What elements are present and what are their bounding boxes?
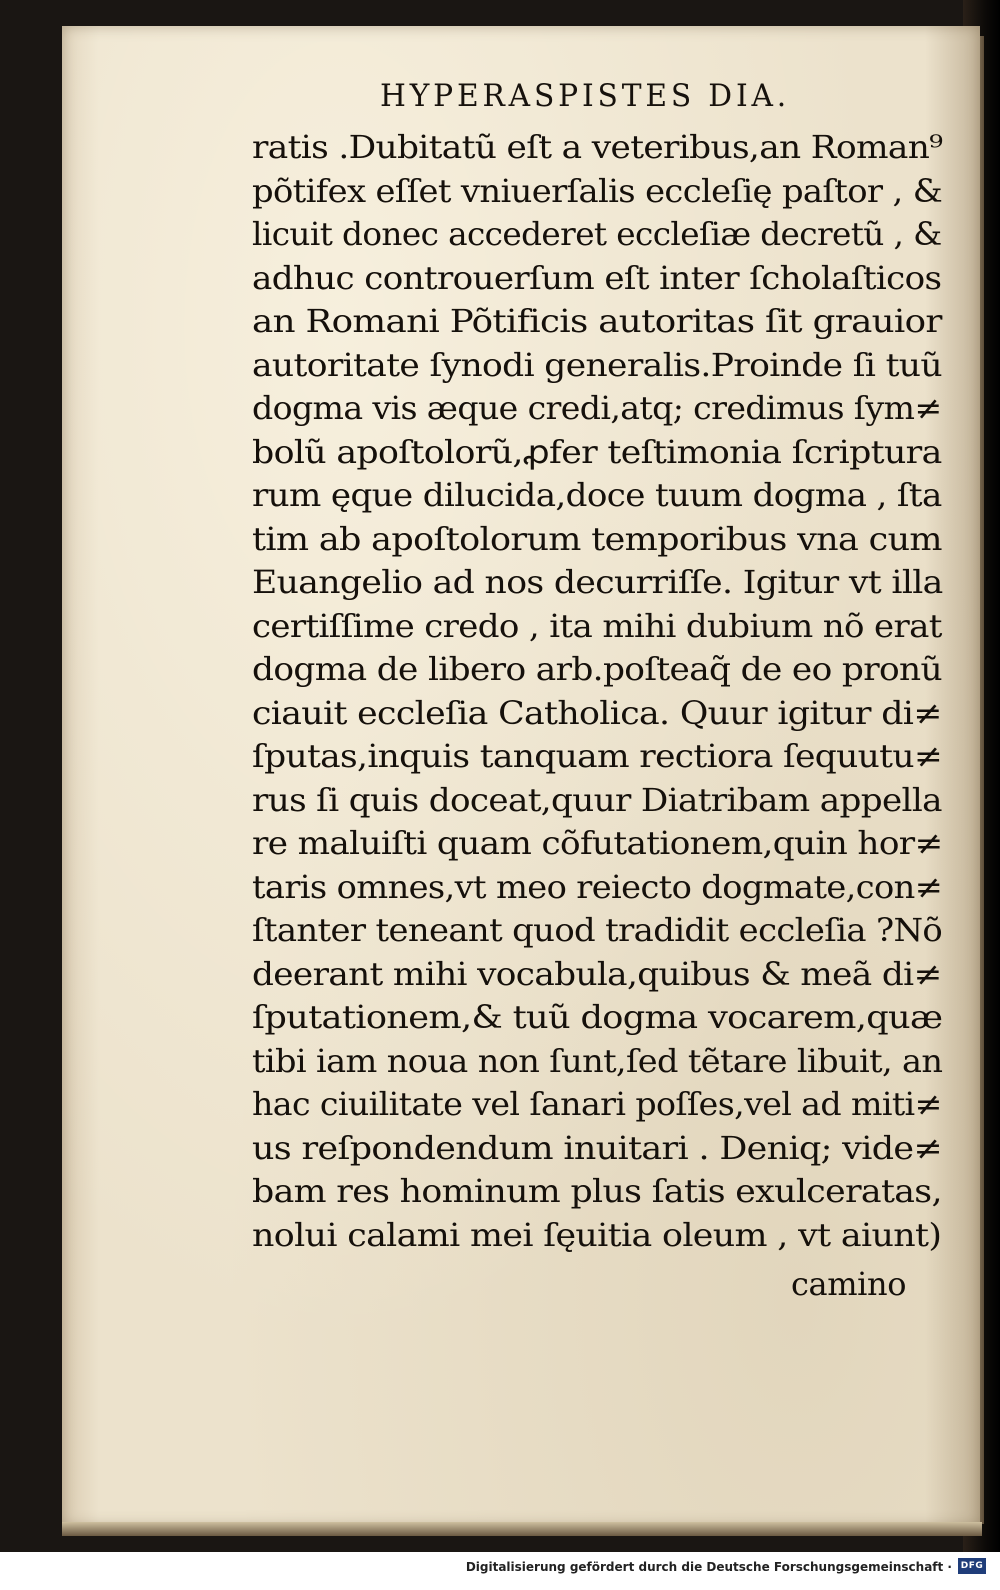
text-line: ciauit eccleſia Catholica. Quur igitur di≠: [252, 693, 942, 732]
text-line: nolui calami mei ſęuitia oleum , vt aiunt): [252, 1215, 942, 1254]
text-line: tim ab apoſtolorum temporibus vna cum: [252, 519, 942, 558]
text-line: bam res hominum plus ſatis exulceratas,: [252, 1172, 942, 1210]
text-line: dogma vis æque credi,atq; credimus ſym≠: [252, 389, 942, 427]
text-line: rus ſi quis doceat,quur Diatribam appella: [252, 780, 942, 819]
text-line: certiſſime credo , ita mihi dubium nõ erat: [252, 606, 942, 645]
text-line: dogma de libero arb.poſteaq̃ de eo pronũ: [252, 650, 942, 688]
text-block: [252, 126, 952, 1257]
catchword: camino: [791, 1265, 907, 1303]
page-bottom-edge: [62, 1522, 982, 1536]
text-line: bolũ apoſtolorũ,ꝓfer teſtimonia ſcriptura: [252, 432, 942, 471]
text-line: Euangelio ad nos decurriſſe. Igitur vt illa: [252, 563, 943, 601]
text-line: rum ęque dilucida,doce tuum dogma , ſta: [252, 476, 942, 514]
text-line: an Romani Põtificis autoritas ſit grauior: [252, 302, 942, 340]
dfg-logo: DFG: [958, 1558, 986, 1574]
text-line: deerant mihi vocabula,quibus & meã di≠: [252, 954, 942, 993]
footer-credit: Digitalisierung gefördert durch die Deutsche Forschungsgemeinschaft ·: [465, 1560, 952, 1574]
text-line: ſputationem,& tuũ dogma vocarem,quæ: [252, 998, 943, 1036]
text-line: licuit donec accederet eccleſiæ decretũ , &: [252, 215, 942, 253]
text-line: ratis .Dubitatũ eſt a veteribus,an Roman⁹: [252, 128, 943, 166]
text-line: taris omnes,vt meo reiecto dogmate,con≠: [252, 867, 943, 906]
text-line: tibi iam noua non ſunt,ſed tẽtare libuit, an: [252, 1041, 943, 1080]
text-line: hac ciuilitate vel ſanari poſſes,vel ad miti≠: [252, 1085, 942, 1123]
running-head: HYPERASPISTES DIA.: [380, 78, 791, 114]
text-line: ſtanter teneant quod tradidit eccleſia ?Nõ: [252, 911, 943, 949]
text-line: adhuc controuerſum eſt inter ſcholaſticos: [252, 258, 942, 297]
text-line: autoritate ſynodi generalis.Proinde ſi tuũ: [252, 345, 942, 384]
text-line: ſputas,inquis tanquam rectiora ſequutu≠: [252, 737, 943, 775]
text-line: re maluiſti quam cõfutationem,quin hor≠: [252, 824, 943, 862]
text-line: põtifex eſſet vniuerſalis eccleſię paſtor , &: [252, 171, 943, 210]
text-line: us reſpondendum inuitari . Deniq; vide≠: [252, 1128, 942, 1167]
faint-signature-mark: [215, 1262, 515, 1292]
digitization-footer: [0, 1552, 1000, 1590]
